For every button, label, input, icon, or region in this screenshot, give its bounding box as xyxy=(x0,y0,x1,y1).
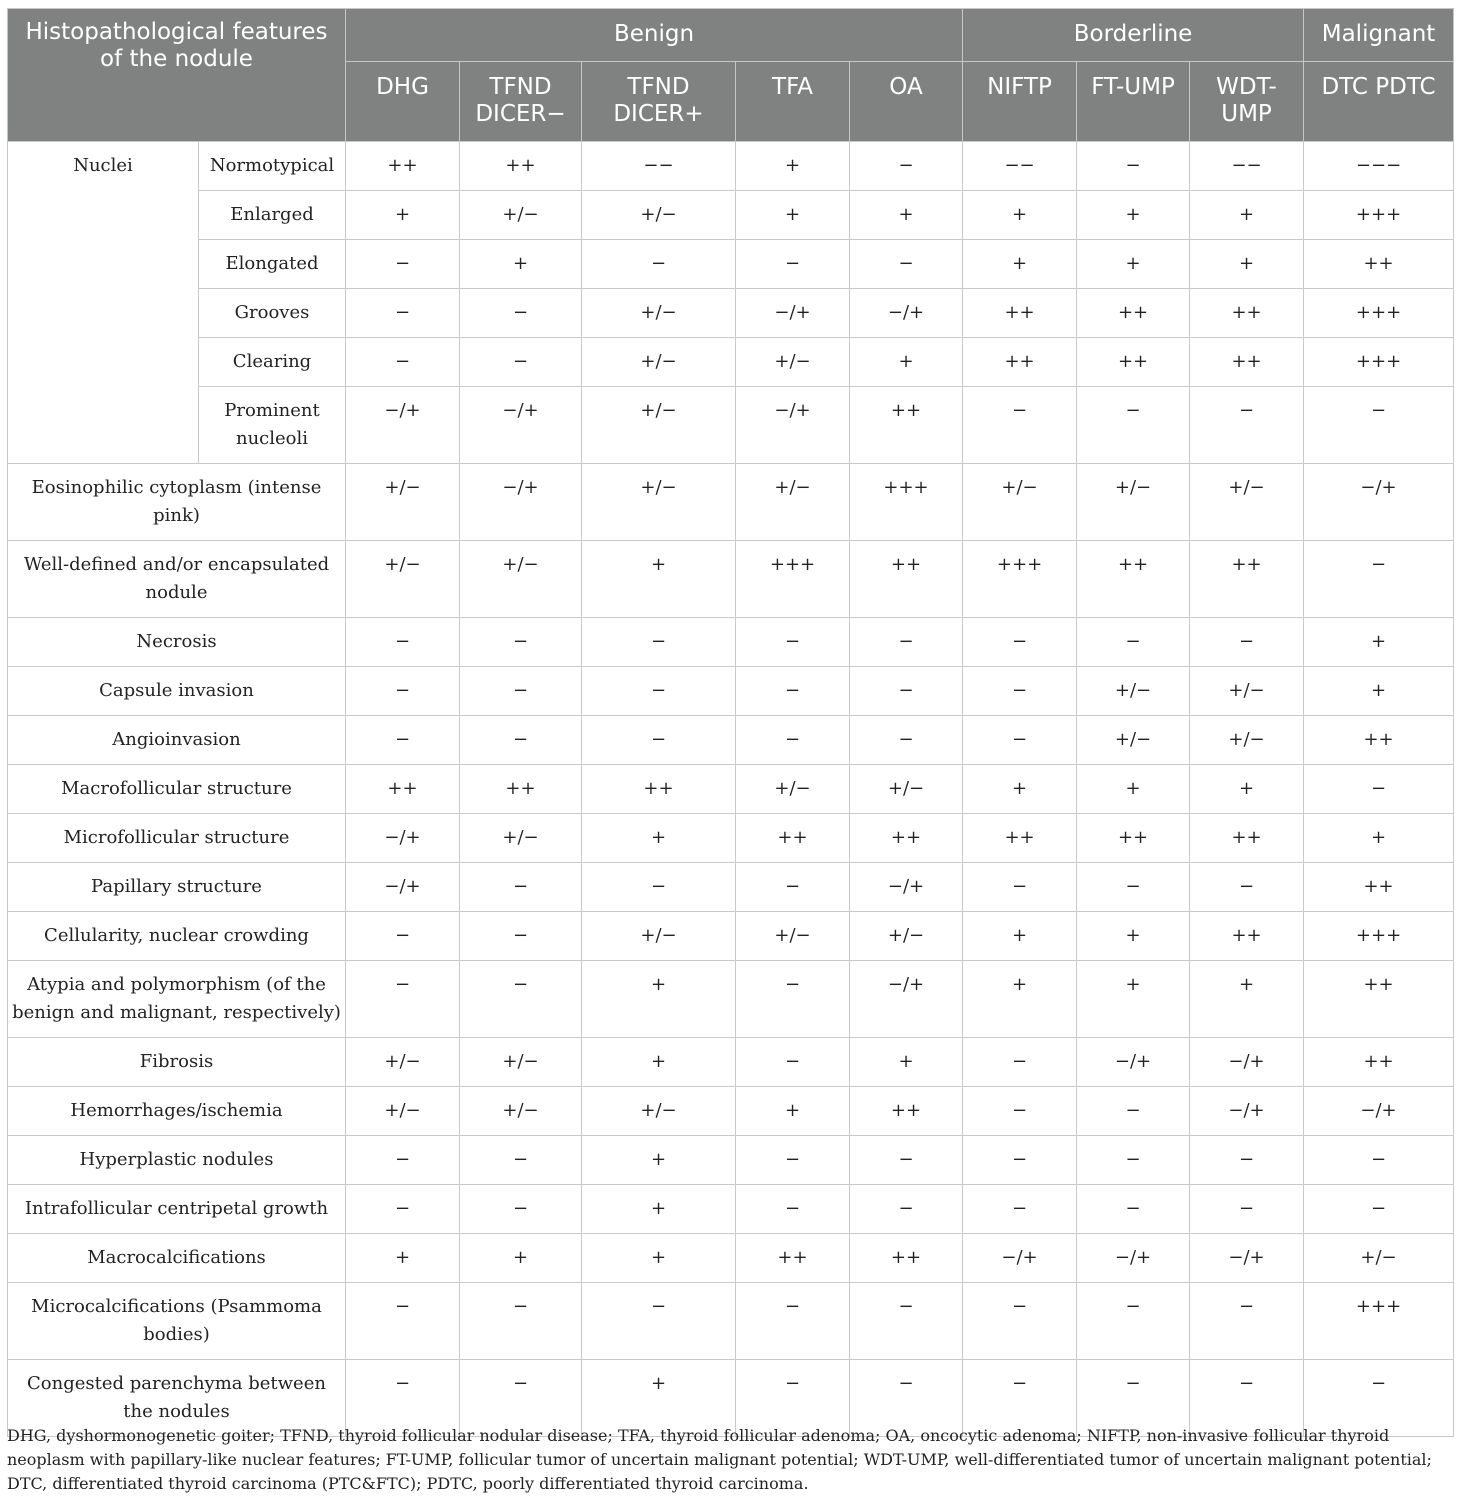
table-cell: − xyxy=(1077,387,1190,464)
table-cell: − xyxy=(963,387,1077,464)
table-cell: − xyxy=(736,618,850,667)
table-cell: −/+ xyxy=(1190,1038,1304,1087)
table-cell: − xyxy=(460,667,582,716)
table-cell: − xyxy=(460,1283,582,1360)
table-cell: + xyxy=(1077,912,1190,961)
table-cell: − xyxy=(346,1185,460,1234)
table-cell: − xyxy=(346,338,460,387)
table-cell: − xyxy=(1077,863,1190,912)
table-cell: − xyxy=(963,618,1077,667)
table-cell: + xyxy=(1190,765,1304,814)
table-cell: −/+ xyxy=(963,1234,1077,1283)
table-cell: +/− xyxy=(582,289,736,338)
table-cell: + xyxy=(582,1360,736,1437)
table-cell: − xyxy=(850,667,963,716)
table-row xyxy=(8,191,1454,240)
table-cell: + xyxy=(582,1234,736,1283)
row-sublabel: Grooves xyxy=(199,289,346,338)
group-header-malignant: Malignant xyxy=(1304,9,1454,62)
table-cell: −/+ xyxy=(850,961,963,1038)
table-header xyxy=(8,9,1454,142)
table-cell: − xyxy=(346,1360,460,1437)
row-feature-label: Hyperplastic nodules xyxy=(8,1136,346,1185)
table-cell: +++ xyxy=(736,541,850,618)
table-cell: −/+ xyxy=(1190,1087,1304,1136)
table-cell: − xyxy=(963,1185,1077,1234)
row-feature-label: Necrosis xyxy=(8,618,346,667)
table-cell: − xyxy=(1304,1185,1454,1234)
table-cell: − xyxy=(582,1283,736,1360)
table-cell: + xyxy=(736,1087,850,1136)
row-feature-label: Macrocalcifications xyxy=(8,1234,346,1283)
table-cell: ++ xyxy=(963,338,1077,387)
table-cell: + xyxy=(460,1234,582,1283)
table-cell: + xyxy=(1304,667,1454,716)
table-cell: − xyxy=(460,863,582,912)
table-cell: − xyxy=(346,289,460,338)
table-cell: + xyxy=(1190,191,1304,240)
table-cell: + xyxy=(1190,240,1304,289)
row-feature-label: Microfollicular structure xyxy=(8,814,346,863)
table-cell: ++ xyxy=(460,765,582,814)
table-cell: −/+ xyxy=(1190,1234,1304,1283)
table-row xyxy=(8,863,1454,912)
table-cell: − xyxy=(736,1360,850,1437)
table-cell: −− xyxy=(582,142,736,191)
table-cell: − xyxy=(346,240,460,289)
table-row xyxy=(8,1283,1454,1360)
table-cell: −−− xyxy=(1304,142,1454,191)
row-feature-label: Intrafollicular centripetal growth xyxy=(8,1185,346,1234)
table-cell: − xyxy=(460,716,582,765)
group-header-benign: Benign xyxy=(346,9,963,62)
table-cell: ++ xyxy=(850,814,963,863)
table-cell: − xyxy=(736,240,850,289)
table-cell: − xyxy=(850,142,963,191)
table-cell: +/− xyxy=(460,1087,582,1136)
row-feature-label: Papillary structure xyxy=(8,863,346,912)
table-cell: +/− xyxy=(963,464,1077,541)
row-feature-label: Well-defined and/or encapsulated nodule xyxy=(8,541,346,618)
table-row xyxy=(8,1136,1454,1185)
table-cell: ++ xyxy=(1304,863,1454,912)
table-cell: −/+ xyxy=(346,863,460,912)
table-cell: − xyxy=(963,1136,1077,1185)
table-cell: − xyxy=(736,863,850,912)
table-cell: − xyxy=(346,618,460,667)
table-row xyxy=(8,1087,1454,1136)
table-cell: −/+ xyxy=(1304,1087,1454,1136)
table-cell: − xyxy=(963,667,1077,716)
table-cell: − xyxy=(1190,863,1304,912)
table-cell: − xyxy=(736,1038,850,1087)
table-row xyxy=(8,1038,1454,1087)
table-cell: − xyxy=(850,1185,963,1234)
table-cell: + xyxy=(963,765,1077,814)
table-cell: − xyxy=(1304,387,1454,464)
table-cell: +/− xyxy=(582,191,736,240)
col-header-dtc-pdtc: DTC PDTC xyxy=(1304,62,1454,142)
table-cell: −/+ xyxy=(850,863,963,912)
table-cell: + xyxy=(1304,814,1454,863)
table-cell: +/− xyxy=(582,464,736,541)
table-cell: +/− xyxy=(1077,716,1190,765)
table-cell: +++ xyxy=(1304,289,1454,338)
table-cell: +++ xyxy=(1304,191,1454,240)
table-cell: ++ xyxy=(1077,814,1190,863)
table-cell: + xyxy=(582,1038,736,1087)
table-cell: ++ xyxy=(346,142,460,191)
table-cell: + xyxy=(1304,618,1454,667)
table-cell: + xyxy=(1077,765,1190,814)
table-cell: − xyxy=(460,289,582,338)
table-cell: − xyxy=(346,961,460,1038)
table-cell: ++ xyxy=(850,1087,963,1136)
table-cell: − xyxy=(850,716,963,765)
col-header-dhg: DHG xyxy=(346,62,460,142)
table-cell: − xyxy=(582,618,736,667)
table-cell: − xyxy=(460,338,582,387)
table-cell: ++ xyxy=(582,765,736,814)
table-cell: − xyxy=(850,240,963,289)
table-cell: ++ xyxy=(850,1234,963,1283)
table-cell: + xyxy=(963,191,1077,240)
histopathology-table xyxy=(7,8,1454,1437)
table-cell: +/− xyxy=(736,464,850,541)
row-feature-label: Atypia and polymorphism (of the benign and malignant, respectively) xyxy=(8,961,346,1038)
table-cell: +/− xyxy=(1077,667,1190,716)
table-cell: − xyxy=(1077,1185,1190,1234)
table-cell: − xyxy=(346,667,460,716)
table-cell: +/− xyxy=(582,1087,736,1136)
table-cell: − xyxy=(850,1360,963,1437)
row-feature-label: Angioinvasion xyxy=(8,716,346,765)
table-cell: − xyxy=(346,716,460,765)
feature-column-header: Histopathological features of the nodule xyxy=(8,9,346,142)
table-cell: − xyxy=(1304,1360,1454,1437)
table-cell: + xyxy=(963,912,1077,961)
table-cell: +/− xyxy=(1190,464,1304,541)
table-cell: − xyxy=(850,1283,963,1360)
table-cell: ++ xyxy=(736,814,850,863)
table-cell: +/− xyxy=(736,765,850,814)
table-cell: ++ xyxy=(850,541,963,618)
col-header-tfnd-dicer-neg: TFND DICER− xyxy=(460,62,582,142)
table-cell: +/− xyxy=(850,765,963,814)
table-cell: − xyxy=(736,716,850,765)
table-cell: +/− xyxy=(582,338,736,387)
table-cell: + xyxy=(736,142,850,191)
table-cell: − xyxy=(850,1136,963,1185)
row-feature-label: Congested parenchyma between the nodules xyxy=(8,1360,346,1437)
table-cell: +/− xyxy=(460,191,582,240)
table-cell: − xyxy=(1304,765,1454,814)
table-cell: −/+ xyxy=(736,289,850,338)
table-cell: + xyxy=(582,814,736,863)
table-cell: +/− xyxy=(582,912,736,961)
table-cell: −/+ xyxy=(460,387,582,464)
table-cell: − xyxy=(1077,1087,1190,1136)
table-cell: ++ xyxy=(1304,961,1454,1038)
table-cell: + xyxy=(346,191,460,240)
table-cell: ++ xyxy=(1304,1038,1454,1087)
table-cell: −/+ xyxy=(346,814,460,863)
table-cell: +++ xyxy=(963,541,1077,618)
row-feature-label: Hemorrhages/ischemia xyxy=(8,1087,346,1136)
table-cell: + xyxy=(582,1136,736,1185)
table-row xyxy=(8,765,1454,814)
table-cell: ++ xyxy=(460,142,582,191)
table-row xyxy=(8,618,1454,667)
table-cell: − xyxy=(963,1038,1077,1087)
table-cell: − xyxy=(1077,1136,1190,1185)
table-cell: ++ xyxy=(963,814,1077,863)
table-cell: − xyxy=(582,716,736,765)
table-cell: + xyxy=(460,240,582,289)
table-row xyxy=(8,541,1454,618)
table-row xyxy=(8,1234,1454,1283)
table-cell: − xyxy=(963,863,1077,912)
row-sublabel: Normotypical xyxy=(199,142,346,191)
table-cell: − xyxy=(346,1283,460,1360)
table-cell: + xyxy=(850,191,963,240)
table-cell: −− xyxy=(1190,142,1304,191)
table-cell: ++ xyxy=(1190,814,1304,863)
table-cell: − xyxy=(736,667,850,716)
table-cell: − xyxy=(460,1185,582,1234)
table-cell: − xyxy=(963,1087,1077,1136)
table-cell: + xyxy=(346,1234,460,1283)
table-cell: − xyxy=(963,716,1077,765)
table-cell: ++ xyxy=(736,1234,850,1283)
table-cell: + xyxy=(850,338,963,387)
table-row xyxy=(8,716,1454,765)
table-cell: − xyxy=(1077,1360,1190,1437)
table-cell: +/− xyxy=(1077,464,1190,541)
table-cell: + xyxy=(582,1185,736,1234)
table-cell: +++ xyxy=(850,464,963,541)
table-cell: − xyxy=(1190,1185,1304,1234)
table-footnote: DHG, dyshormonogenetic goiter; TFND, thyroid follicular nodular disease; TFA, thyroid follicular adenoma; OA, oncocytic adenoma; NIFTP, non-invasive follicular thyroid neoplasm with papillary-like nuclear features; FT-UMP, follicular tumor of uncertain malignant potential; WDT-UMP, well-differentiated tumor of uncertain malignant potential; DTC, differentiated thyroid carcinoma (PTC&FTC); PDTC, poorly differentiated thyroid carcinoma. xyxy=(7,1426,1432,1493)
row-feature-label: Capsule invasion xyxy=(8,667,346,716)
table-cell: + xyxy=(1190,961,1304,1038)
table-cell: ++ xyxy=(1190,541,1304,618)
col-header-wdt-ump: WDT-UMP xyxy=(1190,62,1304,142)
table-cell: ++ xyxy=(850,387,963,464)
table-cell: +/− xyxy=(1304,1234,1454,1283)
row-feature-label: Macrofollicular structure xyxy=(8,765,346,814)
row-group-label-nuclei: Nuclei xyxy=(8,142,199,464)
table-row xyxy=(8,912,1454,961)
table-cell: − xyxy=(1190,1283,1304,1360)
table-cell: − xyxy=(460,961,582,1038)
table-cell: − xyxy=(460,912,582,961)
table-cell: −/+ xyxy=(736,387,850,464)
table-cell: +/− xyxy=(346,464,460,541)
table-cell: − xyxy=(963,1283,1077,1360)
table-cell: ++ xyxy=(963,289,1077,338)
table-cell: − xyxy=(736,1283,850,1360)
table-cell: − xyxy=(582,667,736,716)
table-cell: − xyxy=(460,618,582,667)
table-body xyxy=(8,142,1454,1437)
col-header-tfnd-dicer-pos: TFND DICER+ xyxy=(582,62,736,142)
table-cell: − xyxy=(460,1360,582,1437)
table-cell: + xyxy=(850,1038,963,1087)
table-cell: ++ xyxy=(1190,289,1304,338)
table-row xyxy=(8,387,1454,464)
table-cell: + xyxy=(1077,191,1190,240)
table-cell: + xyxy=(736,191,850,240)
row-sublabel: Elongated xyxy=(199,240,346,289)
table-cell: + xyxy=(582,961,736,1038)
table-cell: +++ xyxy=(1304,338,1454,387)
row-feature-label: Eosinophilic cytoplasm (intense pink) xyxy=(8,464,346,541)
table-row xyxy=(8,338,1454,387)
table-cell: − xyxy=(1077,1283,1190,1360)
table-cell: − xyxy=(850,618,963,667)
table-cell: +++ xyxy=(1304,912,1454,961)
table-row xyxy=(8,142,1454,191)
group-header-borderline: Borderline xyxy=(963,9,1304,62)
table-cell: +/− xyxy=(346,1038,460,1087)
table-cell: − xyxy=(963,1360,1077,1437)
table-cell: −− xyxy=(963,142,1077,191)
table-cell: ++ xyxy=(1190,912,1304,961)
table-cell: +/− xyxy=(850,912,963,961)
col-header-tfa: TFA xyxy=(736,62,850,142)
table-cell: +/− xyxy=(736,912,850,961)
table-cell: − xyxy=(582,240,736,289)
table-row xyxy=(8,667,1454,716)
table-cell: − xyxy=(346,1136,460,1185)
table-cell: +/− xyxy=(1190,716,1304,765)
table-cell: −/+ xyxy=(1077,1234,1190,1283)
features-table-wrapper xyxy=(7,8,1453,1437)
col-header-oa: OA xyxy=(850,62,963,142)
table-cell: − xyxy=(346,912,460,961)
table-cell: −/+ xyxy=(850,289,963,338)
table-cell: ++ xyxy=(1190,338,1304,387)
col-header-ft-ump: FT-UMP xyxy=(1077,62,1190,142)
table-cell: − xyxy=(1190,1360,1304,1437)
row-sublabel: Clearing xyxy=(199,338,346,387)
table-cell: +/− xyxy=(346,1087,460,1136)
row-sublabel: Prominent nucleoli xyxy=(199,387,346,464)
table-cell: ++ xyxy=(1304,716,1454,765)
table-cell: − xyxy=(1077,618,1190,667)
table-cell: − xyxy=(1190,1136,1304,1185)
table-cell: +/− xyxy=(736,338,850,387)
table-cell: − xyxy=(1190,618,1304,667)
table-cell: +/− xyxy=(1190,667,1304,716)
table-cell: +/− xyxy=(582,387,736,464)
row-feature-label: Microcalcifications (Psammoma bodies) xyxy=(8,1283,346,1360)
table-cell: − xyxy=(736,961,850,1038)
table-cell: − xyxy=(736,1136,850,1185)
col-header-niftp: NIFTP xyxy=(963,62,1077,142)
table-cell: − xyxy=(1077,142,1190,191)
table-row xyxy=(8,289,1454,338)
table-cell: ++ xyxy=(1077,289,1190,338)
table-cell: − xyxy=(736,1185,850,1234)
table-cell: + xyxy=(582,541,736,618)
table-cell: + xyxy=(1077,961,1190,1038)
table-cell: −/+ xyxy=(1077,1038,1190,1087)
table-cell: +/− xyxy=(460,1038,582,1087)
table-cell: − xyxy=(1304,541,1454,618)
table-cell: +/− xyxy=(460,814,582,863)
table-row xyxy=(8,814,1454,863)
table-cell: +/− xyxy=(460,541,582,618)
table-cell: +/− xyxy=(346,541,460,618)
table-cell: ++ xyxy=(1304,240,1454,289)
table-cell: −/+ xyxy=(1304,464,1454,541)
row-sublabel: Enlarged xyxy=(199,191,346,240)
table-cell: + xyxy=(963,961,1077,1038)
table-cell: − xyxy=(460,1136,582,1185)
table-cell: − xyxy=(582,863,736,912)
table-row xyxy=(8,1185,1454,1234)
table-row xyxy=(8,961,1454,1038)
table-cell: ++ xyxy=(1077,338,1190,387)
table-cell: −/+ xyxy=(460,464,582,541)
row-feature-label: Cellularity, nuclear crowding xyxy=(8,912,346,961)
table-cell: − xyxy=(1190,387,1304,464)
table-cell: − xyxy=(1304,1136,1454,1185)
table-cell: + xyxy=(963,240,1077,289)
table-cell: ++ xyxy=(1077,541,1190,618)
table-row xyxy=(8,240,1454,289)
table-cell: ++ xyxy=(346,765,460,814)
table-cell: +++ xyxy=(1304,1283,1454,1360)
row-feature-label: Fibrosis xyxy=(8,1038,346,1087)
table-cell: −/+ xyxy=(346,387,460,464)
table-row xyxy=(8,464,1454,541)
table-cell: + xyxy=(1077,240,1190,289)
